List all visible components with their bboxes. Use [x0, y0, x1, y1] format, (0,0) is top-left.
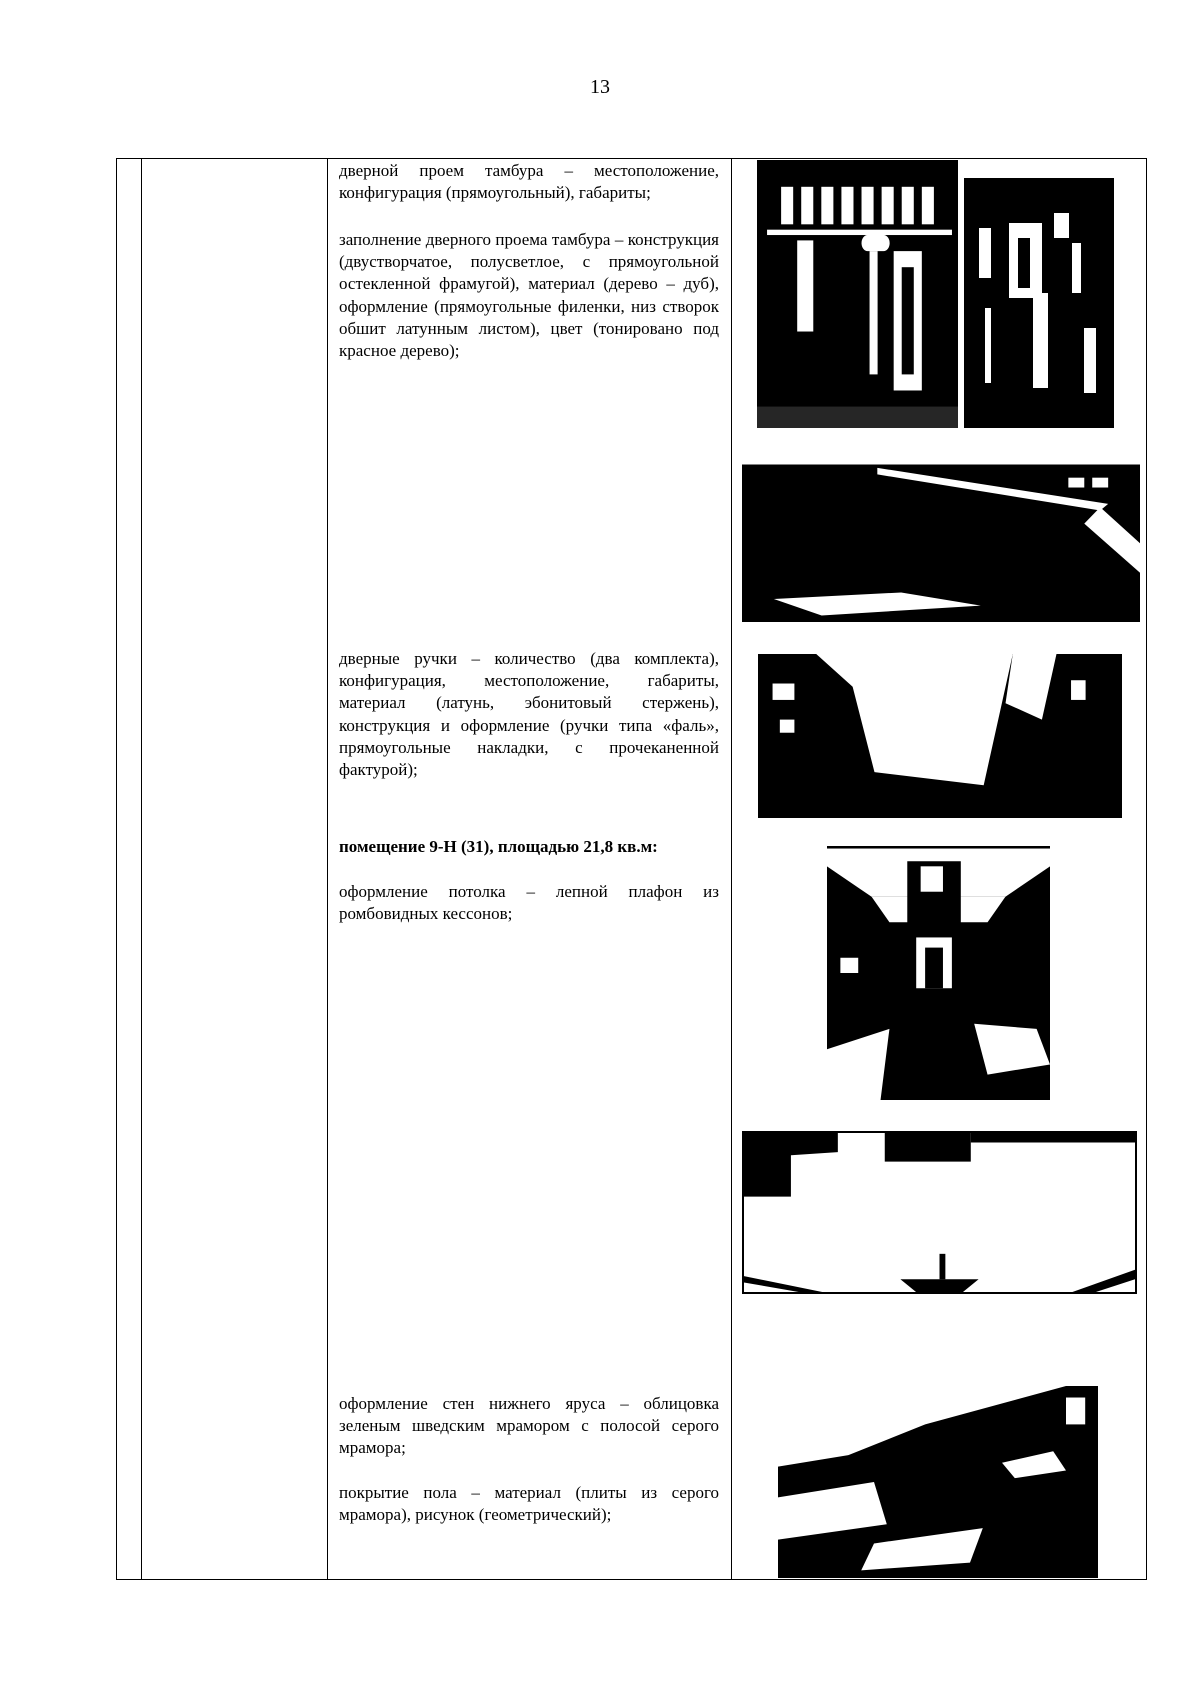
table-top-border — [116, 158, 1147, 159]
photo-door-detail — [742, 458, 1140, 622]
table-bottom-border — [116, 1579, 1147, 1580]
table-border-right — [1146, 158, 1147, 1580]
table-border-left — [116, 158, 117, 1580]
vestibule-doorway-text: дверной проем тамбура – местоположение, конфигурация (прямоугольный), габариты; — [339, 161, 719, 203]
vestibule-door-filling-text: заполнение дверного проема тамбура – конструкция (двустворчатое, полусветлое, с прямоугольной остекленной фрамугой), материал (дерево – дуб), оформление (прямоугольные филенки, низ створок обшит латунным листом), цвет (тонировано под красное дерево); — [339, 230, 719, 361]
photo-walls-floor — [778, 1386, 1098, 1578]
photo-ceiling-plafond — [742, 1131, 1137, 1294]
photo-vestibule-doors-right — [964, 178, 1114, 428]
floor-text: покрытие пола – материал (плиты из серого мрамора), рисунок (геометрический); — [339, 1483, 719, 1525]
table-divider-2 — [327, 158, 328, 1580]
ceiling-text: оформление потолка – лепной плафон из ромбовидных кессонов; — [339, 882, 719, 924]
table-divider-1 — [141, 158, 142, 1580]
room-heading: помещение 9-Н (31), площадью 21,8 кв.м: — [339, 837, 658, 856]
walls-text: оформление стен нижнего яруса – облицовка зеленым шведским мрамором с полосой серого мрамора; — [339, 1394, 719, 1458]
door-handles-text: дверные ручки – количество (два комплекта), конфигурация, местоположение, габариты, материал (латунь, эбонитовый стержень), конструкция и оформление (ручки типа «фаль», прямоугольные накладки, с прочеканенной фактурой); — [339, 649, 719, 780]
table-divider-3 — [731, 158, 732, 1580]
page-number: 13 — [590, 76, 610, 98]
photo-door-handle — [758, 654, 1122, 818]
photo-vestibule-doors-left — [757, 160, 958, 428]
photo-room-9n-view — [827, 846, 1050, 1100]
